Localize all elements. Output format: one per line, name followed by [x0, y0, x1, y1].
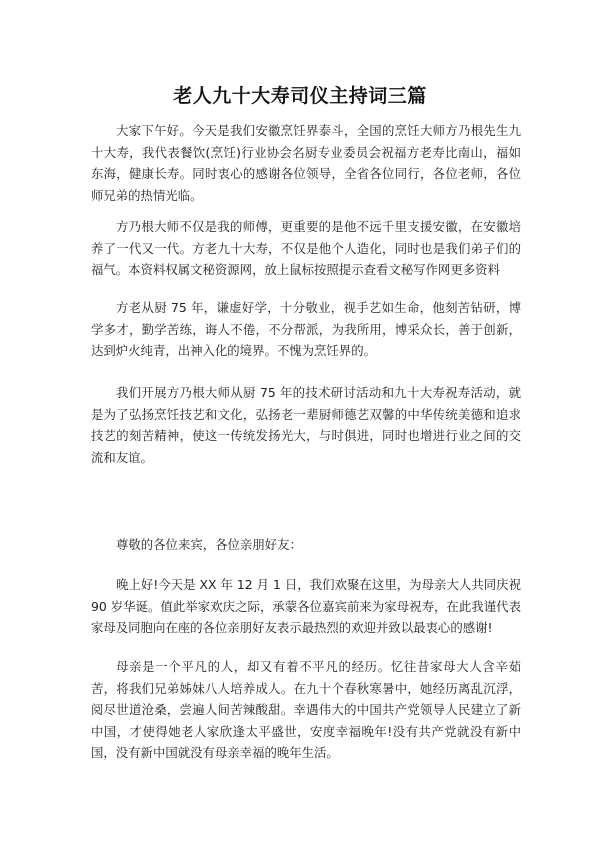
paragraph-event-purpose: 我们开展方乃根大师从厨 75 年的技术研讨活动和九十大寿祝寿活动，就是为了弘扬烹饪技艺和文化，弘扬老一辈厨师德艺双馨的中华传统美德和追求技艺的刻苦精神，使这一传统发扬光大，与时俱进，同时也增进行业之间的交流和友谊。 — [91, 385, 521, 465]
paragraph-evening-greeting: 晚上好!今天是 XX 年 12 月 1 日，我们欢聚在这里，为母亲大人共同庆祝 90 岁华诞。值此举家欢庆之际，承蒙各位嘉宾前来为家母祝寿，在此我谨代表家母及同胞向在座的各位亲朋好友表示最热烈的欢迎并致以最衷心的感谢! — [91, 577, 521, 635]
paragraph-salutation: 尊敬的各位来宾，各位亲朋好友： — [116, 537, 302, 552]
paragraph-master-introduction: 方乃根大师不仅是我的师傅，更重要的是他不远千里支援安徽，在安徽培养了一代又一代。方老九十大寿，不仅是他个人造化，同时也是我们弟子们的福气。本资料权属文秘资源网，放上鼠标按照提示查看文秘写作网更多资料 — [91, 219, 521, 277]
paragraph-mother-tribute: 母亲是一个平凡的人，却又有着不平凡的经历。忆往昔家母大人含辛茹苦，将我们兄弟姊妹八人培养成人。在九十个春秋寒暑中，她经历离乱沉浮，阅尽世道沧桑，尝遍人间苦辣酸甜。幸遇伟大的中国共产党领导人民建立了新中国，才使得她老人家欣逢太平盛世，安度幸福晚年!没有共产党就没有新中国，没有新中国就没有母亲幸福的晚年生活。 — [91, 659, 521, 760]
paragraph-opening-greeting: 大家下午好。今天是我们安徽烹饪界泰斗，全国的烹饪大师方乃根先生九十大寿，我代表餐饮(烹饪)行业协会名厨专业委员会祝福方老寿比南山，福如东海，健康长寿。同时衷心的感谢各位领导，全省各位同行，各位老师，各位师兄弟的热情光临。 — [91, 123, 521, 203]
paragraph-career-praise: 方老从厨 75 年，谦虚好学，十分敬业，视手艺如生命，他刻苦钻研，博学多才，勤学苦练，诲人不倦，不分帮派，为我所用，博采众长，善于创新，达到炉火纯青，出神入化的境界。不愧为烹饪界的。 — [91, 300, 521, 358]
document-title: 老人九十大寿司仪主持词三篇 — [173, 85, 427, 107]
